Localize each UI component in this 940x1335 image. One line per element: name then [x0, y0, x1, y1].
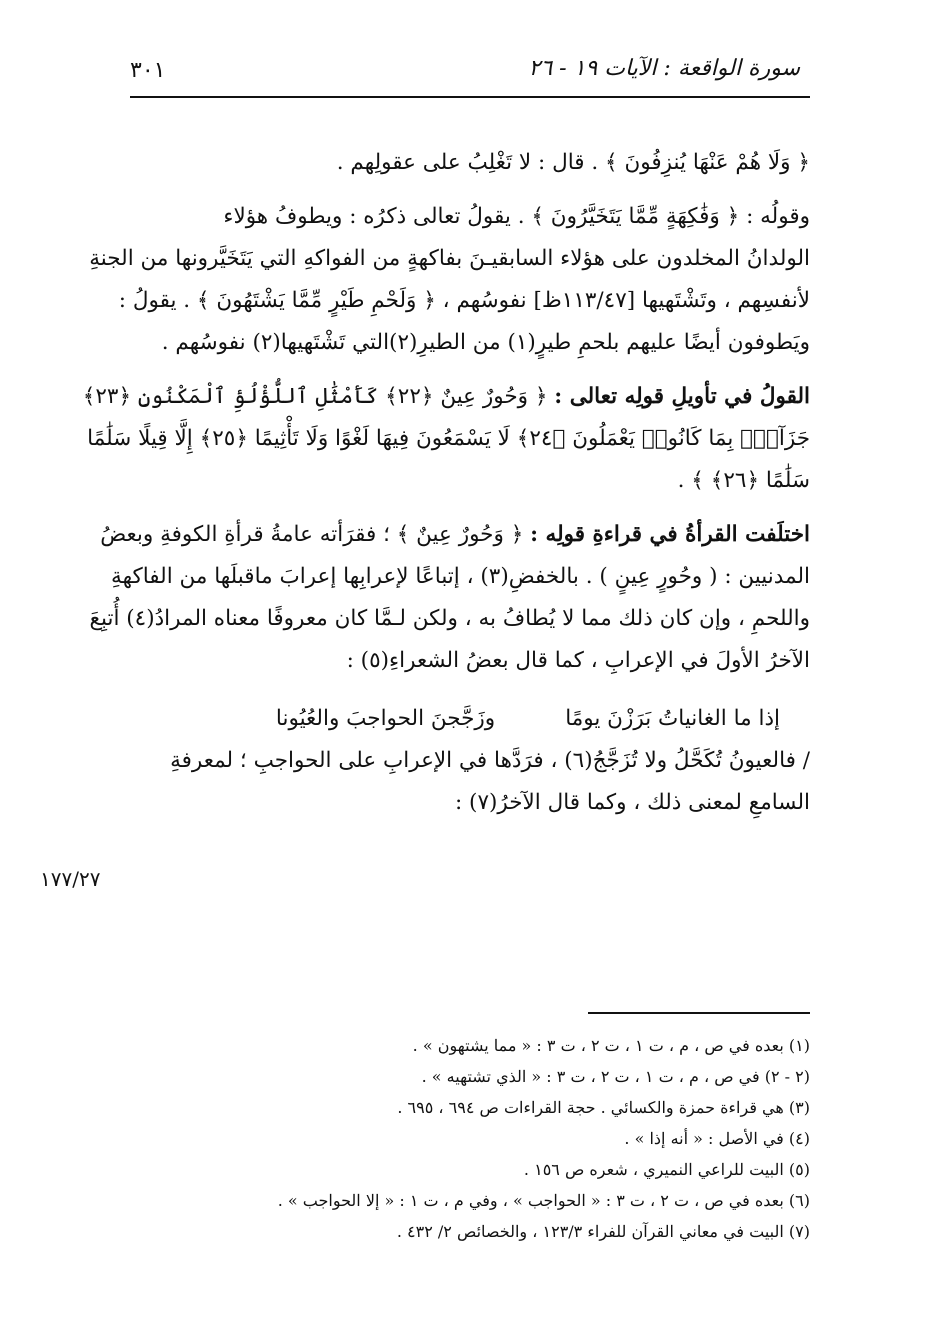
poem-first-hemistich: إذا ما الغانياتُ بَرَزْنَ يومًا — [565, 706, 780, 731]
verse-text: ﴿ وَحُورٌ عِينٌ ﴿٢٢﴾ كَأَمْثَٰلِ ٱللُّؤْلُؤِ ٱلْمَكْنُونِ ﴿٢٣﴾ — [82, 384, 555, 409]
text-line: واللحمِ ، وإن كان ذلك مما لا يُطافُ به ، ولكن لـمَّا كان معروفًا معناه المرادُ(٤) أُتبِعَ — [89, 606, 810, 631]
section-heading-line — [82, 376, 810, 418]
footnote-divider — [588, 1012, 810, 1014]
page-number: ٣٠١ — [130, 58, 166, 83]
footnote: (٥) البيت للراعي النميري ، شعره ص ١٥٦ . — [523, 1160, 810, 1179]
poem-second-hemistich: وزَجَّجنَ الحواجبَ والعُيُونا — [275, 706, 496, 731]
section-heading-line — [100, 514, 810, 556]
main-text — [82, 142, 810, 824]
footnote: (٢ - ٢) في ص ، م ، ت ١ ، ت ٢ ، ت ٣ : « الذي تشتهيه » . — [421, 1067, 810, 1086]
text-run: ﴿ وَحُورٌ عِينٌ ﴾ ؛ فقرَأته عامةُ قرأةِ الكوفةِ وبعضُ — [100, 522, 531, 547]
text-line: الآخرُ الأولَ في الإعرابِ ، كما قال بعضُ الشعراءِ(٥) : — [346, 648, 810, 673]
section-heading: اختلَفت القرأةُ في قراءةِ قولِه : — [530, 522, 810, 547]
footnote: (٣) هي قراءة حمزة والكسائي . حجة القراءات ص ٦٩٤ ، ٦٩٥ . — [397, 1098, 810, 1117]
text-line: السامعِ لمعنى ذلك ، وكما قال الآخرُ(٧) : — [454, 790, 810, 815]
margin-reference: ١٧٧/٢٧ — [40, 867, 101, 891]
footnote: (٤) في الأصل : « أنه إذا » . — [624, 1129, 810, 1148]
text-line: الولدانُ المخلدون على هؤلاء السابقيـنَ بفاكهةٍ من الفواكهِ التي يَتَخَيَّرونها من الجنةِ — [89, 246, 810, 271]
section-heading: القولُ في تأويلِ قولِه تعالى : — [554, 384, 810, 409]
text-line: لأنفسِهم ، وتَشْتَهيها [١١٣/٤٧ظ] نفوسُهم ، ﴿ وَلَحْمِ طَيْرٍ مِّمَّا يَشْتَهُونَ ﴾ . يقولُ : — [118, 288, 810, 313]
text-line: ويَطوفون أيضًا عليهم بلحمِ طيرٍ(١) من الطيرِ(٢)التي تَشْتَهيها(٢) نفوسُهم . — [161, 330, 810, 355]
verse-line: جَزَآءًۢ بِمَا كَانُوا۟ يَعْمَلُونَ ﴿٢٤﴾ لَا يَسْمَعُونَ فِيهَا لَغْوًا وَلَا تَأْثِيمًا ﴿٢٥﴾ إِلَّا قِيلًا سَلَٰمًا — [87, 426, 810, 451]
footnote: (١) بعده في ص ، م ، ت ١ ، ت ٢ ، ت ٣ : « مما يشتهون » . — [412, 1036, 810, 1055]
footnote: (٧) البيت في معاني القرآن للفراء ١٢٣/٣ ، والخصائص ٢/ ٤٣٢ . — [396, 1222, 810, 1241]
text-line: المدنيين : ( وحُورٍ عِينٍ ) . بالخفضِ(٣) ، إتباعًا لإعرابِها إعرابَ ماقبلَها من الفاكهةِ — [111, 564, 810, 589]
text-line: وقولُه : ﴿ وَفَٰكِهَةٍ مِّمَّا يَتَخَيَّرُونَ ﴾ . يقولُ تعالى ذكرُه : ويطوفُ هؤلاء — [223, 204, 810, 229]
footnotes — [277, 1030, 810, 1247]
text-line: ﴿ وَلَا هُمْ عَنْهَا يُنزِفُونَ ﴾ . قال : لا تَغْلِبُ على عقولِهم . — [336, 150, 810, 175]
running-title: سورة الواقعة : الآيات ١٩ - ٢٦ — [528, 56, 800, 81]
text-line: / فالعيونُ تُكَحَّلُ ولا تُزَجَّجُ(٦) ، فرَدَّها في الإعرابِ على الحواجبِ ؛ لمعرفةِ — [170, 748, 810, 773]
footnote: (٦) بعده في ص ، ت ٢ ، ت ٣ : « الحواجب » ، وفي م ، ت ١ : « إلا الحواجب » . — [277, 1191, 810, 1210]
page-header — [130, 52, 810, 98]
verse-line: سَلَٰمًا ﴿٢٦﴾ ﴾ . — [677, 468, 810, 493]
poem-verse — [122, 698, 810, 740]
